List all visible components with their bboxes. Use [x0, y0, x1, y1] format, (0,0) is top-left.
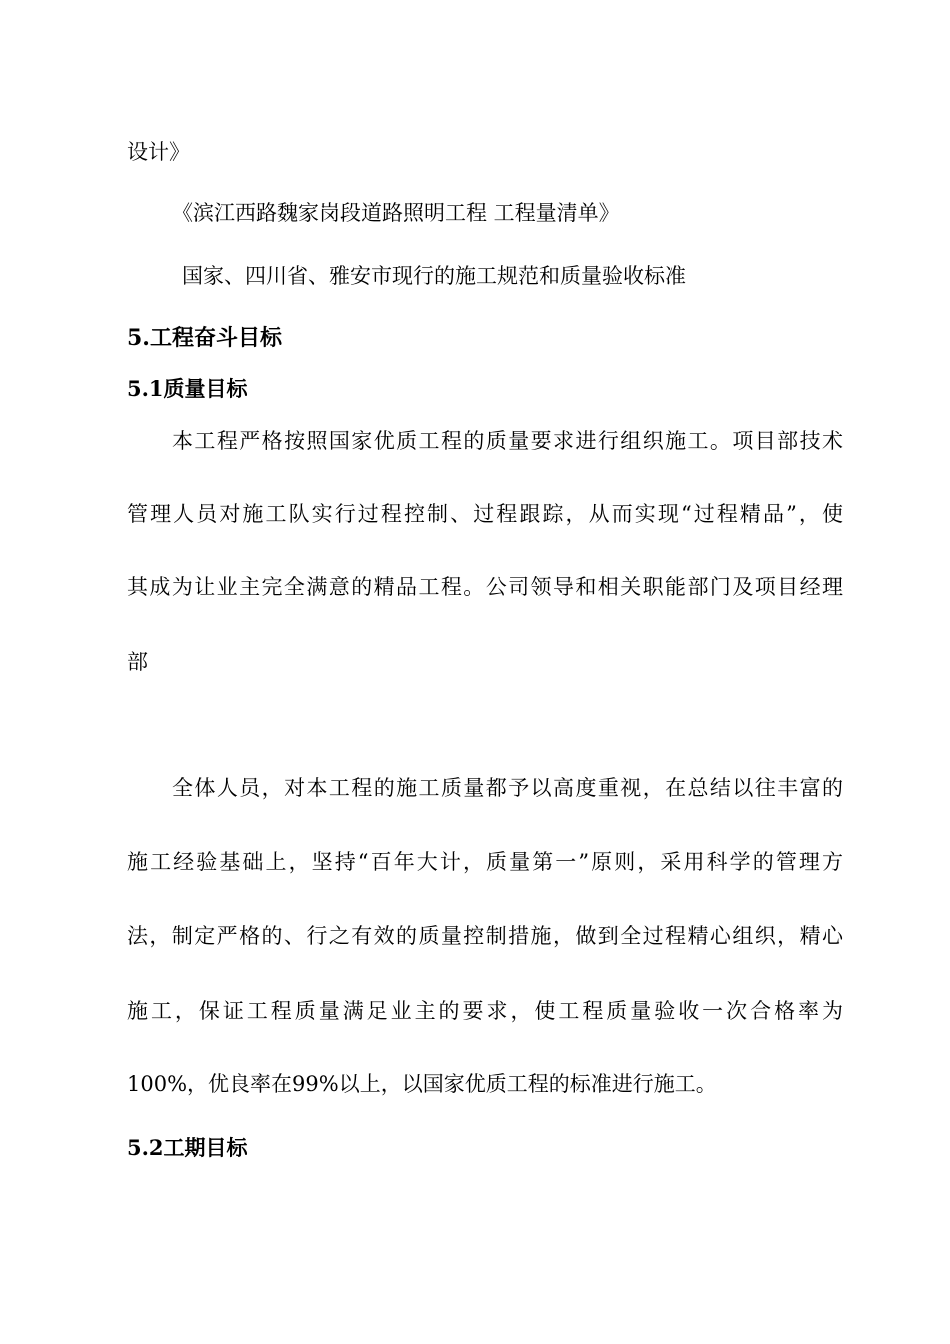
paragraph-line: 施工经验基础上，坚持“百年大计，质量第一”原则，采用科学的管理方 [127, 850, 843, 874]
text-line-standards: 国家、四川省、雅安市现行的施工规范和质量验收标准 [182, 264, 686, 288]
subsection-heading-schedule: 5.2工期目标 [127, 1135, 248, 1160]
section-heading-goals: 5.工程奋斗目标 [127, 325, 282, 351]
text-line-design-end: 设计》 [127, 140, 190, 164]
paragraph-line: 施工，保证工程质量满足业主的要求，使工程质量验收一次合格率为 [127, 999, 843, 1023]
subsection-heading-quality: 5.1质量目标 [127, 376, 248, 401]
paragraph-line: 管理人员对施工队实行过程控制、过程跟踪，从而实现“过程精品”，使 [127, 502, 843, 526]
paragraph-line: 100%，优良率在99%以上，以国家优质工程的标准进行施工。 [127, 1072, 717, 1096]
paragraph-line: 全体人员，对本工程的施工质量都予以高度重视，在总结以往丰富的 [172, 776, 843, 800]
paragraph-line: 本工程严格按照国家优质工程的质量要求进行组织施工。项目部技术 [172, 429, 843, 453]
text-line-quantity-list: 《滨江西路魏家岗段道路照明工程 工程量清单》 [172, 201, 620, 225]
paragraph-line: 法，制定严格的、行之有效的质量控制措施，做到全过程精心组织，精心 [127, 924, 843, 948]
paragraph-line: 其成为让业主完全满意的精品工程。公司领导和相关职能部门及项目经理 [127, 575, 843, 599]
paragraph-line: 部 [127, 650, 148, 674]
